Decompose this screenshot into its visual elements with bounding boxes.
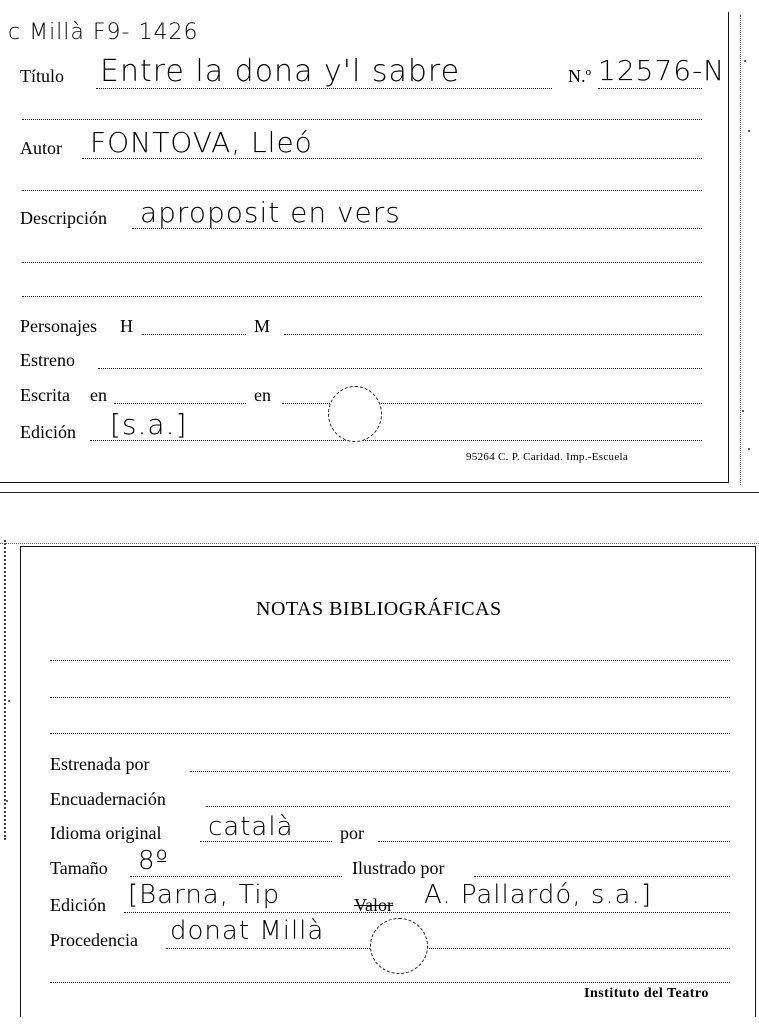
card-top-bottom-rule xyxy=(0,492,759,493)
personajes-m-label: M xyxy=(254,316,271,336)
edicion2-label: Edición xyxy=(50,895,106,915)
tamano-line xyxy=(130,876,342,877)
titulo-value: Entre la dona y'l sabre xyxy=(100,54,461,89)
ilustrado-line xyxy=(474,876,730,877)
ilustrado-label: Ilustrado por xyxy=(352,858,445,878)
institute-footer: Instituto del Teatro xyxy=(584,986,709,1001)
personajes-label: Personajes xyxy=(20,316,97,336)
tamano-value: 8º xyxy=(138,846,169,876)
edicion2-value-a: [Barna, Tip xyxy=(128,880,281,910)
procedencia-line xyxy=(166,948,730,949)
notas-line-1 xyxy=(50,660,730,661)
encuadernacion-line xyxy=(206,806,730,807)
descripcion-label: Descripción xyxy=(20,208,107,228)
escrita-en-1: en xyxy=(90,385,107,405)
procedencia-label: Procedencia xyxy=(50,930,138,950)
numero-line xyxy=(598,88,702,89)
titulo-line-2 xyxy=(22,119,702,120)
scan-speck xyxy=(748,130,750,132)
autor-label: Autor xyxy=(20,138,62,158)
scan-speck xyxy=(744,60,746,62)
descripcion-line-3 xyxy=(22,296,702,297)
titulo-label: Título xyxy=(20,66,64,86)
autor-line-2 xyxy=(22,190,702,191)
procedencia-value: donat Millà xyxy=(170,916,325,946)
descripcion-value: aproposit en vers xyxy=(140,196,401,229)
printer-imprint: 95264 C. P. Caridad. Imp.-Escuela xyxy=(466,451,629,463)
scan-speck xyxy=(6,800,8,802)
idioma-label: Idioma original xyxy=(50,823,162,843)
descripcion-line-2 xyxy=(22,262,702,263)
notas-line-2 xyxy=(50,697,730,698)
encuadernacion-label: Encuadernación xyxy=(50,789,166,809)
personajes-m-line xyxy=(284,334,702,335)
personajes-h-line xyxy=(142,334,246,335)
edicion2-line xyxy=(124,912,730,913)
scan-speck xyxy=(742,410,744,412)
escrita-label: Escrita xyxy=(20,385,70,405)
estrenada-line xyxy=(190,771,730,772)
numero-label: N.º xyxy=(568,66,592,86)
autor-value: FONTOVA, Lleó xyxy=(90,126,313,159)
scan-speck xyxy=(748,448,750,450)
idioma-value: català xyxy=(208,812,294,842)
escrita-line-1 xyxy=(114,403,246,404)
punch-hole-stamp xyxy=(328,386,382,442)
procedencia-line-2 xyxy=(50,982,730,983)
catalog-note: c Millà F9- 1426 xyxy=(8,20,199,45)
idioma-por-line xyxy=(378,841,730,842)
card-top-right-edge xyxy=(740,15,742,485)
escrita-en-2: en xyxy=(254,385,271,405)
estreno-line xyxy=(98,368,702,369)
notas-heading: NOTAS BIBLIOGRÁFICAS xyxy=(256,598,502,620)
idioma-por-label: por xyxy=(340,823,364,843)
numero-value: 12576-N xyxy=(598,54,726,87)
estrenada-label: Estrenada por xyxy=(50,754,150,774)
edicion2-value-b: A. Pallardó, s.a.] xyxy=(424,880,653,910)
notas-line-3 xyxy=(50,733,730,734)
scan-speck xyxy=(8,700,10,702)
card-bottom-top-edge xyxy=(0,543,759,544)
edicion-label: Edición xyxy=(20,422,76,442)
personajes-h-label: H xyxy=(120,316,133,336)
punch-hole-stamp-2 xyxy=(370,918,428,974)
tamano-label: Tamaño xyxy=(50,858,108,878)
edicion-value: [s.a.] xyxy=(110,408,188,441)
valor-label: Valor xyxy=(354,895,393,915)
card-bottom-left-edge xyxy=(4,540,7,840)
estreno-label: Estreno xyxy=(20,350,75,370)
